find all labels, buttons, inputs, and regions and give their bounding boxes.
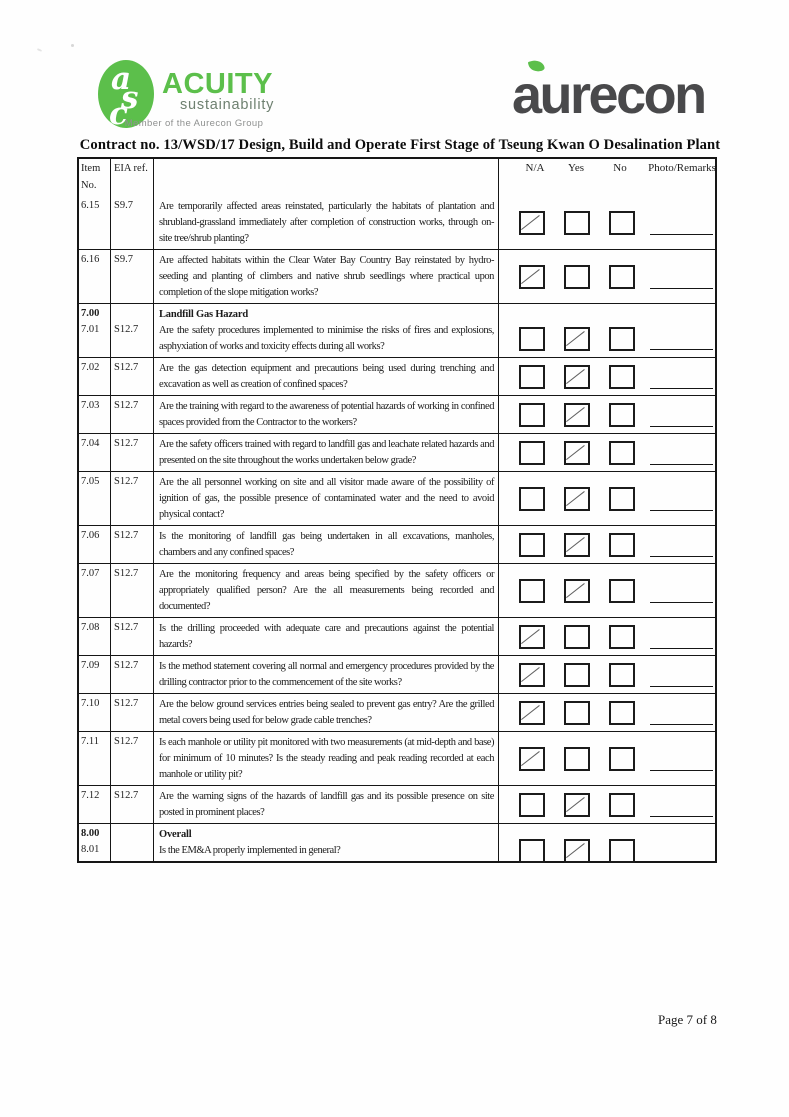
page-number: Page 7 of 8 xyxy=(658,1012,717,1027)
tick-mark xyxy=(566,797,585,812)
table-row xyxy=(79,731,715,785)
checkbox-yes[interactable] xyxy=(564,265,590,289)
checkbox-na[interactable] xyxy=(519,793,545,817)
acuity-subtitle: sustainability xyxy=(180,97,275,113)
item-no: 7.04 xyxy=(81,438,100,449)
tick-mark xyxy=(566,491,585,506)
item-no: 7.06 xyxy=(81,530,100,541)
checkbox-no[interactable] xyxy=(609,403,635,427)
page-title: Contract no. 13/WSD/17 Design, Build and Operate First Stage of Tseung Kwan O Desalination Plant xyxy=(79,137,721,153)
checkbox-na[interactable] xyxy=(519,403,545,427)
tick-mark xyxy=(566,369,585,384)
question-text: Is the monitoring of landfill gas being undertaken in all excavations, manholes, chambers and any confined spaces? xyxy=(159,530,494,558)
photo-remarks-line xyxy=(650,602,713,603)
item-no: 7.03 xyxy=(81,400,100,411)
question-text: Are the warning signs of the hazards of landfill gas and its possible presence on site posted in prominent places? xyxy=(159,790,494,818)
checkbox-yes[interactable] xyxy=(564,625,590,649)
checkbox-yes[interactable] xyxy=(564,747,590,771)
section-title: Overall xyxy=(159,828,192,840)
aurecon-wordmark: aurecon xyxy=(512,65,705,125)
checkbox-yes[interactable] xyxy=(564,211,590,235)
item-no: 6.16 xyxy=(81,254,100,265)
checkbox-no[interactable] xyxy=(609,365,635,389)
col-no-label: No xyxy=(613,162,627,174)
checklist-table xyxy=(77,157,717,863)
checkbox-yes[interactable] xyxy=(564,793,590,817)
checkbox-no[interactable] xyxy=(609,579,635,603)
item-no: 7.05 xyxy=(81,476,100,487)
item-no: 8.01 xyxy=(81,844,100,855)
eia-ref: S12.7 xyxy=(114,362,139,373)
acuity-wordmark: ACUITY xyxy=(162,68,273,100)
table-row xyxy=(79,525,715,563)
checkbox-na[interactable] xyxy=(519,365,545,389)
table-row xyxy=(79,249,715,303)
item-no: 7.02 xyxy=(81,362,100,373)
checkbox-yes[interactable] xyxy=(564,327,590,351)
col-item-label2: No. xyxy=(81,180,97,191)
table-row xyxy=(79,196,715,249)
section-title: Landfill Gas Hazard xyxy=(159,308,248,320)
checkbox-yes[interactable] xyxy=(564,579,590,603)
checkbox-yes[interactable] xyxy=(564,839,590,863)
tick-mark xyxy=(566,843,585,858)
question-text: Are temporarily affected areas reinstated, particularly the habitats of plantation and shrubland-grassland immediately after completion of construction works, through on-site tree/shrub planting? xyxy=(159,200,494,244)
question-text: Are the safety officers trained with regard to landfill gas and leachate related hazards and presented on the site throughout the works undertaken below grade? xyxy=(159,438,494,466)
checkbox-no[interactable] xyxy=(609,441,635,465)
checkbox-na[interactable] xyxy=(519,701,545,725)
checkbox-na[interactable] xyxy=(519,839,545,863)
photo-remarks-line xyxy=(650,388,713,389)
checkbox-na[interactable] xyxy=(519,533,545,557)
svg-text:s: s xyxy=(121,80,139,116)
table-row xyxy=(79,823,715,861)
question-text: Are the gas detection equipment and precautions being used during trenching and excavation as well as creation of confined spaces? xyxy=(159,362,494,390)
tick-mark xyxy=(566,583,585,598)
photo-remarks-line xyxy=(650,648,713,649)
eia-ref: S12.7 xyxy=(114,698,139,709)
table-row xyxy=(79,395,715,433)
question-text: Are the training with regard to the awareness of potential hazards of working in confined spaces provided from the Contractor to the workers? xyxy=(159,400,494,428)
checkbox-yes[interactable] xyxy=(564,365,590,389)
col-yes-label: Yes xyxy=(567,162,585,174)
photo-remarks-line xyxy=(650,556,713,557)
checkbox-no[interactable] xyxy=(609,211,635,235)
checkbox-no[interactable] xyxy=(609,793,635,817)
table-header-row xyxy=(79,159,715,196)
col-ref-label: EIA ref. xyxy=(114,163,148,174)
checkbox-yes[interactable] xyxy=(564,403,590,427)
photo-remarks-line xyxy=(650,770,713,771)
checkbox-yes[interactable] xyxy=(564,441,590,465)
tick-mark xyxy=(566,445,585,460)
eia-ref: S12.7 xyxy=(114,660,139,671)
eia-ref: S12.7 xyxy=(114,622,139,633)
checkbox-no[interactable] xyxy=(609,533,635,557)
checkbox-yes[interactable] xyxy=(564,701,590,725)
question-text: Are the all personnel working on site and all visitor made aware of the possibility of ignition of gas, the possible presence of contaminated water and the need to avoid physical contact? xyxy=(159,476,494,520)
checkbox-no[interactable] xyxy=(609,625,635,649)
checkbox-na[interactable] xyxy=(519,487,545,511)
checkbox-no[interactable] xyxy=(609,327,635,351)
item-no: 7.12 xyxy=(81,790,100,801)
table-row xyxy=(79,357,715,395)
col-item-label: Item xyxy=(81,163,101,174)
photo-remarks-line xyxy=(650,686,713,687)
checkbox-na[interactable] xyxy=(519,747,545,771)
tick-mark xyxy=(521,667,540,682)
col-question-blank xyxy=(154,159,499,196)
photo-remarks-line xyxy=(650,816,713,817)
item-no: 7.01 xyxy=(81,324,100,335)
tick-mark xyxy=(521,215,540,230)
table-body xyxy=(79,196,715,861)
aurecon-logo xyxy=(512,60,737,126)
checkbox-na[interactable] xyxy=(519,265,545,289)
col-photo-remarks-label: Photo/Remarks xyxy=(648,162,716,174)
tick-mark xyxy=(566,537,585,552)
eia-ref: S12.7 xyxy=(114,438,139,449)
checkbox-na[interactable] xyxy=(519,625,545,649)
item-no: 7.11 xyxy=(81,736,99,747)
table-row xyxy=(79,471,715,525)
col-na-label: N/A xyxy=(525,162,545,174)
table-row xyxy=(79,433,715,471)
eia-ref: S12.7 xyxy=(114,530,139,541)
item-no: 7.09 xyxy=(81,660,100,671)
photo-remarks-line xyxy=(650,510,713,511)
photo-remarks-line xyxy=(650,724,713,725)
question-text: Are the safety procedures implemented to minimise the risks of fires and explosions, asphyxiation of works and toxicity effects during all works? xyxy=(159,324,494,352)
checkbox-no[interactable] xyxy=(609,487,635,511)
table-row xyxy=(79,785,715,823)
table-row xyxy=(79,617,715,655)
photo-remarks-line xyxy=(650,234,713,235)
checkbox-na[interactable] xyxy=(519,663,545,687)
eia-ref: S12.7 xyxy=(114,476,139,487)
scan-artifact xyxy=(37,48,42,52)
checkbox-no[interactable] xyxy=(609,663,635,687)
eia-ref: S9.7 xyxy=(114,200,133,211)
table-row xyxy=(79,303,715,357)
item-no: 6.15 xyxy=(81,200,100,211)
question-text: Are affected habitats within the Clear Water Bay Country Bay reinstated by hydro-seeding and planting of climbers and native shrub seedlings where practical upon completion of the slope mitigation works? xyxy=(159,254,494,298)
table-row xyxy=(79,655,715,693)
checkbox-na[interactable] xyxy=(519,327,545,351)
tick-mark xyxy=(521,269,540,284)
question-text: Is the drilling proceeded with adequate care and precautions against the potential hazards? xyxy=(159,622,494,650)
checkbox-no[interactable] xyxy=(609,265,635,289)
tick-mark xyxy=(521,751,540,766)
photo-remarks-line xyxy=(650,349,713,350)
checkbox-no[interactable] xyxy=(609,701,635,725)
checkbox-na[interactable] xyxy=(519,211,545,235)
eia-ref: S12.7 xyxy=(114,736,139,747)
item-no: 7.07 xyxy=(81,568,100,579)
question-text: Is the EM&A properly implemented in general? xyxy=(159,844,341,856)
checkbox-yes[interactable] xyxy=(564,533,590,557)
eia-ref: S12.7 xyxy=(114,400,139,411)
eia-ref: S12.7 xyxy=(114,568,139,579)
photo-remarks-line xyxy=(650,288,713,289)
photo-remarks-line xyxy=(650,464,713,465)
section-item-no: 7.00 xyxy=(81,308,100,319)
table-row xyxy=(79,693,715,731)
checkbox-no[interactable] xyxy=(609,839,635,863)
section-item-no: 8.00 xyxy=(81,828,100,839)
tick-mark xyxy=(566,407,585,422)
eia-ref xyxy=(114,826,152,842)
question-text: Is each manhole or utility pit monitored with two measurements (at mid-depth and base) for minimum of 10 minutes? Is the steady reading and peak reading recorded at each manhole or utility pit? xyxy=(159,736,494,780)
item-no: 7.10 xyxy=(81,698,100,709)
question-text: Are the below ground services entries being sealed to prevent gas entry? Are the grilled metal covers being used for below grade cable trenches? xyxy=(159,698,494,726)
checkbox-yes[interactable] xyxy=(564,487,590,511)
eia-ref: S9.7 xyxy=(114,254,133,265)
tick-mark xyxy=(521,705,540,720)
eia-ref: S12.7 xyxy=(114,790,139,801)
tick-mark xyxy=(566,331,585,346)
photo-remarks-line xyxy=(650,861,713,862)
table-row xyxy=(79,563,715,617)
checkbox-na[interactable] xyxy=(519,441,545,465)
scan-artifact xyxy=(71,44,74,47)
tick-mark xyxy=(521,629,540,644)
item-no: 7.08 xyxy=(81,622,100,633)
question-text: Are the monitoring frequency and areas being specified by the safety officers or appropriately qualified person? Are the all measurements being recorded and documented? xyxy=(159,568,494,612)
checkbox-yes[interactable] xyxy=(564,663,590,687)
eia-ref: S12.7 xyxy=(114,324,139,335)
acuity-member-line: Member of the Aurecon Group xyxy=(124,118,264,129)
svg-text:c: c xyxy=(109,96,128,130)
photo-remarks-line xyxy=(650,426,713,427)
question-text: Is the method statement covering all normal and emergency procedures provided by the drilling contractor prior to the commencement of the site works? xyxy=(159,660,494,688)
svg-text:a: a xyxy=(111,61,132,97)
checkbox-no[interactable] xyxy=(609,747,635,771)
checkbox-na[interactable] xyxy=(519,579,545,603)
